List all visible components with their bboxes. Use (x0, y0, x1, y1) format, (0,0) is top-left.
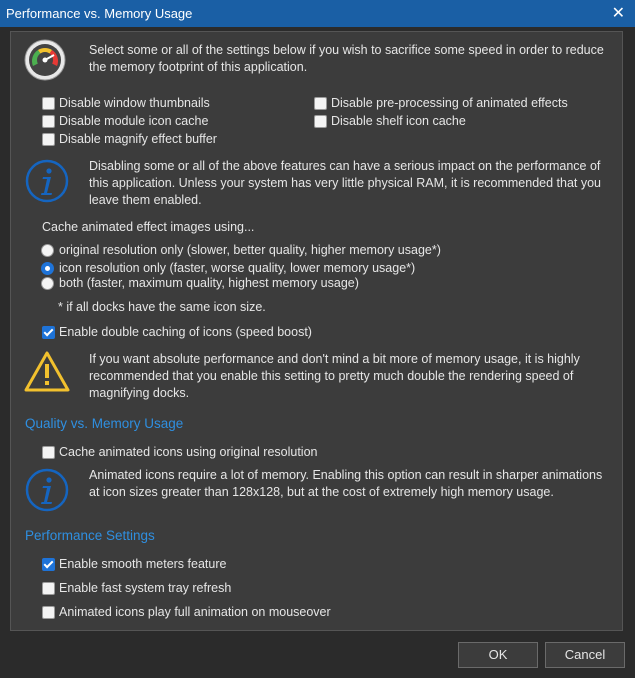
cache-footnote: * if all docks have the same icon size. (58, 300, 266, 314)
checkbox-label: Cache animated icons using original resolution (59, 445, 318, 459)
checkbox-box[interactable] (42, 558, 55, 571)
info-text-1: Disabling some or all of the above features can have a serious impact on the performance of this application. Unless your system has very little physical RAM, it is recommended that you leave them enabled. (89, 159, 602, 207)
checkbox-label: Enable double caching of icons (speed boost) (59, 325, 312, 339)
cancel-button[interactable]: Cancel (545, 642, 625, 668)
checkbox-label: Disable shelf icon cache (331, 114, 466, 128)
title-bar[interactable] (0, 0, 635, 27)
checkbox-box[interactable] (42, 115, 55, 128)
checkbox-box[interactable] (42, 97, 55, 110)
checkbox-label: Enable smooth meters feature (59, 557, 227, 571)
window-title: Performance vs. Memory Usage (6, 6, 193, 21)
checkbox-box[interactable] (42, 133, 55, 146)
checkbox-label: Disable module icon cache (59, 114, 209, 128)
close-icon[interactable]: ✕ (611, 5, 625, 22)
intro-text: Select some or all of the settings below if you wish to sacrifice some speed in order to reduce the memory footprint of this application. (89, 43, 604, 74)
checkbox-box[interactable] (42, 446, 55, 459)
checkbox-label: Disable pre-processing of animated effects (331, 96, 568, 110)
dialog-content (10, 31, 623, 631)
checkbox-box[interactable] (314, 115, 327, 128)
checkbox-label: Enable fast system tray refresh (59, 581, 232, 595)
radio-button[interactable] (41, 244, 54, 257)
ok-button[interactable]: OK (458, 642, 538, 668)
radio-label: icon resolution only (faster, worse quality, lower memory usage*) (59, 261, 416, 275)
checkbox-box[interactable] (314, 97, 327, 110)
checkbox-label: Disable window thumbnails (59, 96, 210, 110)
radio-label: original resolution only (slower, better quality, higher memory usage*) (59, 243, 441, 257)
performance-heading: Performance Settings (25, 528, 155, 543)
info-icon (25, 159, 69, 203)
checkbox-box[interactable] (42, 606, 55, 619)
checkbox-box[interactable] (42, 582, 55, 595)
warning-icon (24, 350, 70, 392)
quality-heading: Quality vs. Memory Usage (25, 416, 184, 431)
checkbox-label: Animated icons play full animation on mouseover (59, 605, 331, 619)
info-icon (25, 468, 69, 512)
speedometer-icon (24, 39, 66, 81)
cache-label: Cache animated effect images using... (42, 220, 255, 234)
radio-button[interactable] (41, 277, 54, 290)
radio-label: both (faster, maximum quality, highest memory usage) (59, 276, 359, 290)
checkbox-box[interactable] (42, 326, 55, 339)
checkbox-label: Disable magnify effect buffer (59, 132, 217, 146)
warning-text: If you want absolute performance and don't mind a bit more of memory usage, it is highly recommended that you enable this setting to pretty much double the rendering speed of magnifying docks. (89, 352, 580, 400)
info-text-2: Animated icons require a lot of memory. Enabling this option can result in sharper animations at icon sizes greater than 128x128, but at the cost of extremely high memory usage. (89, 468, 603, 499)
radio-button[interactable] (41, 262, 54, 275)
